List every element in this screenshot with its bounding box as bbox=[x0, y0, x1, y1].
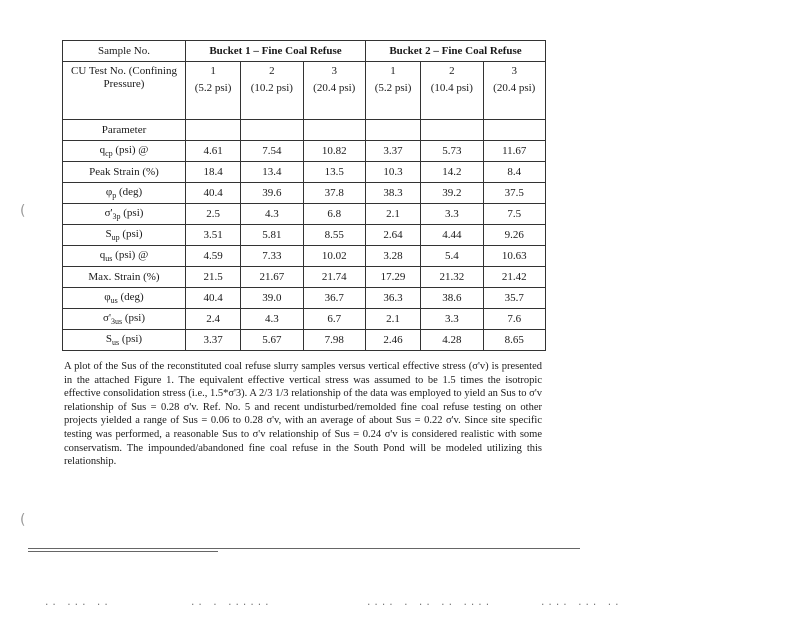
row-label bbox=[63, 204, 186, 225]
test-number-label: CU Test No. (Confining Pressure) bbox=[63, 62, 186, 120]
value-cell: 35.7 bbox=[483, 288, 545, 309]
label-main: Max. Strain (%) bbox=[88, 270, 160, 283]
value-cell: 5.81 bbox=[241, 225, 303, 246]
value-cell: 8.55 bbox=[303, 225, 365, 246]
test-num: 3 bbox=[331, 65, 338, 77]
label-main: σ' bbox=[104, 206, 113, 219]
value-cell: 13.4 bbox=[241, 162, 303, 183]
row-label bbox=[63, 309, 186, 330]
value-cell: 5.67 bbox=[241, 330, 303, 351]
value-cell: 10.3 bbox=[365, 162, 420, 183]
value-cell: 40.4 bbox=[186, 183, 241, 204]
value-cell: 17.29 bbox=[365, 267, 420, 288]
horizontal-rule bbox=[28, 551, 218, 552]
empty-cell bbox=[365, 120, 420, 141]
value-cell: 2.64 bbox=[365, 225, 420, 246]
label-rest: (deg) bbox=[116, 185, 143, 198]
test-num: 3 bbox=[511, 65, 518, 77]
value-cell: 8.65 bbox=[483, 330, 545, 351]
label-main: S bbox=[105, 332, 113, 345]
value-cell: 7.33 bbox=[241, 246, 303, 267]
test-col bbox=[186, 62, 241, 120]
value-cell: 4.59 bbox=[186, 246, 241, 267]
value-cell: 21.42 bbox=[483, 267, 545, 288]
punch-hole-mark: ( bbox=[20, 203, 26, 219]
label-main: q bbox=[99, 248, 106, 261]
table-row bbox=[63, 162, 546, 183]
test-num: 2 bbox=[449, 65, 455, 77]
scan-artifact: .... ... .. bbox=[540, 598, 622, 608]
table-row bbox=[63, 288, 546, 309]
label-main: σ' bbox=[103, 311, 111, 324]
label-subscript: us bbox=[105, 254, 113, 263]
value-cell: 3.37 bbox=[186, 330, 241, 351]
value-cell: 2.5 bbox=[186, 204, 241, 225]
row-label bbox=[63, 162, 186, 183]
label-main: q bbox=[99, 143, 106, 156]
value-cell: 2.1 bbox=[365, 309, 420, 330]
value-cell: 39.0 bbox=[241, 288, 303, 309]
value-cell: 10.63 bbox=[483, 246, 545, 267]
test-col bbox=[241, 62, 303, 120]
value-cell: 39.2 bbox=[421, 183, 483, 204]
value-cell: 36.7 bbox=[303, 288, 365, 309]
value-cell: 3.37 bbox=[365, 141, 420, 162]
value-cell: 9.26 bbox=[483, 225, 545, 246]
value-cell: 11.67 bbox=[483, 141, 545, 162]
value-cell: 5.73 bbox=[421, 141, 483, 162]
label-subscript: 3us bbox=[110, 317, 123, 326]
empty-cell bbox=[421, 120, 483, 141]
label-subscript: us bbox=[110, 296, 118, 305]
label-rest: (psi) bbox=[120, 206, 144, 219]
table-row bbox=[63, 225, 546, 246]
label-rest: (psi) @ bbox=[112, 248, 149, 261]
test-num: 2 bbox=[269, 65, 275, 77]
test-psi: (10.4 psi) bbox=[430, 81, 473, 94]
parameter-row bbox=[63, 120, 546, 141]
test-col bbox=[365, 62, 420, 120]
label-main: φ bbox=[104, 290, 111, 303]
value-cell: 38.6 bbox=[421, 288, 483, 309]
header-row bbox=[63, 41, 546, 62]
test-col bbox=[483, 62, 545, 120]
value-cell: 3.3 bbox=[421, 309, 483, 330]
label-subscript: up bbox=[111, 233, 120, 242]
value-cell: 21.5 bbox=[186, 267, 241, 288]
test-results-table bbox=[62, 40, 546, 351]
punch-hole-mark: ( bbox=[20, 512, 26, 528]
value-cell: 13.5 bbox=[303, 162, 365, 183]
row-label bbox=[63, 225, 186, 246]
row-label bbox=[63, 141, 186, 162]
value-cell: 7.98 bbox=[303, 330, 365, 351]
value-cell: 10.82 bbox=[303, 141, 365, 162]
value-cell: 3.3 bbox=[421, 204, 483, 225]
value-cell: 2.1 bbox=[365, 204, 420, 225]
bucket2-header: Bucket 2 – Fine Coal Refuse bbox=[365, 41, 545, 62]
value-cell: 5.4 bbox=[421, 246, 483, 267]
value-cell: 18.4 bbox=[186, 162, 241, 183]
test-psi: (5.2 psi) bbox=[374, 81, 412, 94]
label-main: Peak Strain (%) bbox=[89, 165, 159, 178]
row-label bbox=[63, 183, 186, 204]
scan-artifact: .... . .. .. .... bbox=[366, 598, 493, 608]
data-rows bbox=[63, 141, 546, 351]
value-cell: 7.54 bbox=[241, 141, 303, 162]
label-rest: (psi) bbox=[122, 311, 145, 324]
label-main: φ bbox=[105, 185, 113, 198]
table-row bbox=[63, 141, 546, 162]
label-subscript: cp bbox=[105, 149, 113, 158]
label-subscript: 3p bbox=[112, 212, 121, 221]
sample-no-header: Sample No. bbox=[63, 41, 186, 62]
value-cell: 7.6 bbox=[483, 309, 545, 330]
empty-cell bbox=[303, 120, 365, 141]
value-cell: 10.02 bbox=[303, 246, 365, 267]
test-col bbox=[421, 62, 483, 120]
label-rest: (psi) @ bbox=[112, 143, 149, 156]
test-number-row bbox=[63, 62, 546, 120]
test-psi: (20.4 psi) bbox=[493, 81, 536, 94]
scan-artifact: .. ... .. bbox=[44, 598, 111, 608]
empty-cell bbox=[483, 120, 545, 141]
value-cell: 3.51 bbox=[186, 225, 241, 246]
table-row bbox=[63, 330, 546, 351]
empty-cell bbox=[241, 120, 303, 141]
bucket1-header: Bucket 1 – Fine Coal Refuse bbox=[186, 41, 366, 62]
test-psi: (5.2 psi) bbox=[194, 81, 232, 94]
table-row bbox=[63, 267, 546, 288]
value-cell: 40.4 bbox=[186, 288, 241, 309]
value-cell: 7.5 bbox=[483, 204, 545, 225]
label-rest: (psi) bbox=[119, 227, 143, 240]
test-psi: (10.2 psi) bbox=[250, 81, 293, 94]
table-row bbox=[63, 246, 546, 267]
value-cell: 6.7 bbox=[303, 309, 365, 330]
row-label bbox=[63, 288, 186, 309]
parameter-label: Parameter bbox=[63, 120, 186, 141]
value-cell: 4.28 bbox=[421, 330, 483, 351]
value-cell: 39.6 bbox=[241, 183, 303, 204]
value-cell: 4.61 bbox=[186, 141, 241, 162]
value-cell: 4.44 bbox=[421, 225, 483, 246]
value-cell: 21.67 bbox=[241, 267, 303, 288]
value-cell: 6.8 bbox=[303, 204, 365, 225]
value-cell: 2.46 bbox=[365, 330, 420, 351]
paragraph-text: A plot of the Sus of the reconstituted coal refuse slurry samples versus vertical effective stress (σ'v) is presented in the attached Figure 1. The equivalent effective vertical stress was assumed to be 1.5 times the isotropic effective consolidation stress (i.e., 1.5*σ'3). A 2/3 1/3 relationship of the data was employed to yield an Sus to σ'v relationship of Sus = 0.28 σ'v. Ref. No. 5 and recent undisturbed/remolded fine coal refuse testing on other projects yielded a range of Sus = 0.06 to 0.28 σ'v, with an average of about Sus = 0.22 σ'v. Since site specific testing was performed, a reasonable Sus to σ'v relationship of Sus = 0.24 σ'v is considered realistic with some conservatism. The impounded/abandoned fine coal refuse in the South Pond will be modeled utilizing this relationship. bbox=[64, 361, 542, 468]
value-cell: 37.8 bbox=[303, 183, 365, 204]
row-label bbox=[63, 246, 186, 267]
value-cell: 37.5 bbox=[483, 183, 545, 204]
value-cell: 21.74 bbox=[303, 267, 365, 288]
row-label bbox=[63, 330, 186, 351]
test-col bbox=[303, 62, 365, 120]
table-row bbox=[63, 183, 546, 204]
test-num: 1 bbox=[210, 65, 216, 77]
scan-artifact: .. . ...... bbox=[190, 598, 272, 608]
value-cell: 4.3 bbox=[241, 204, 303, 225]
label-subscript: p bbox=[112, 191, 117, 200]
value-cell: 2.4 bbox=[186, 309, 241, 330]
value-cell: 3.28 bbox=[365, 246, 420, 267]
value-cell: 21.32 bbox=[421, 267, 483, 288]
value-cell: 14.2 bbox=[421, 162, 483, 183]
label-subscript: us bbox=[112, 338, 120, 347]
label-rest: (psi) bbox=[119, 332, 143, 345]
horizontal-rule bbox=[28, 548, 580, 549]
label-main: S bbox=[105, 227, 112, 240]
value-cell: 8.4 bbox=[483, 162, 545, 183]
table-row bbox=[63, 309, 546, 330]
test-num: 1 bbox=[390, 65, 396, 77]
label-rest: (deg) bbox=[117, 290, 144, 303]
value-cell: 38.3 bbox=[365, 183, 420, 204]
row-label bbox=[63, 267, 186, 288]
discussion-paragraph bbox=[64, 360, 542, 469]
value-cell: 36.3 bbox=[365, 288, 420, 309]
test-psi: (20.4 psi) bbox=[313, 81, 356, 94]
value-cell: 4.3 bbox=[241, 309, 303, 330]
table-row bbox=[63, 204, 546, 225]
empty-cell bbox=[186, 120, 241, 141]
